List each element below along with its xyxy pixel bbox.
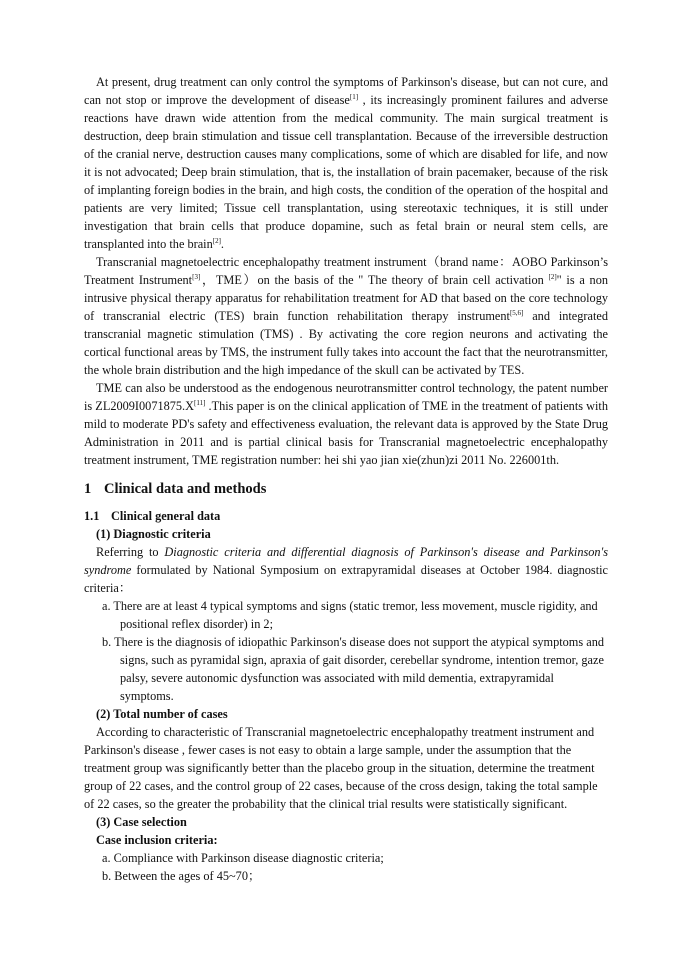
paragraph-text: Referring to bbox=[96, 545, 165, 559]
paragraph-text: Transcranial magnetoelectric encephalopathy treatment instrument（brand name：AOBO Parkinson’s Treatment Instrument bbox=[84, 255, 608, 287]
citation-ref[interactable]: [3] bbox=[192, 273, 201, 281]
list-item: a. There are at least 4 typical symptoms and signs (static tremor, less movement, muscle rigidity, and positional reflex disorder) in 2; bbox=[102, 599, 598, 631]
diagnostic-criteria-intro bbox=[84, 543, 608, 597]
total-cases-paragraph: According to characteristic of Transcranial magnetoelectric encephalopathy treatment instrument and Parkinson's disease , fewer cases is not easy to obtain a large sample, under the assumption that the treatment group was significantly better than the placebo group in the situation, determine the treatment group of 22 cases, and the control group of 22 cases, because of the cross design, taking the total sample of 22 cases, so the greater the probability that the clinical trial results were statistically significant. bbox=[84, 725, 598, 811]
citation-ref[interactable]: [1] bbox=[349, 93, 359, 101]
section-heading bbox=[84, 479, 608, 499]
list-item: a. Compliance with Parkinson disease diagnostic criteria; bbox=[102, 851, 384, 865]
list-item: b. Between the ages of 45~70； bbox=[102, 869, 261, 883]
paragraph-text: .This paper is on the clinical application of TME in the treatment of patients with mild to moderate PD's safety and effectiveness evaluation, the relevant data is approved by the State Drug Administration in 2011 and is partial clinical basis for Transcranial magnetoelectric encephalopathy treatment instrument, TME registration number: hei shi yao jian xie(zhun)zi 2011 No. 226001th. bbox=[84, 399, 608, 467]
case-selection-heading: (3) Case selection bbox=[96, 815, 187, 829]
total-cases-heading: (2) Total number of cases bbox=[96, 707, 228, 721]
paragraph-text: . bbox=[220, 237, 224, 251]
intro-paragraph-2 bbox=[84, 253, 608, 379]
citation-ref[interactable]: [5,6] bbox=[509, 309, 524, 317]
diagnostic-criteria-heading: (1) Diagnostic criteria bbox=[96, 527, 211, 541]
citation-ref[interactable]: [2] bbox=[212, 237, 221, 245]
subsection-title: Clinical general data bbox=[111, 509, 221, 523]
intro-paragraph-1 bbox=[84, 73, 608, 253]
citation-ref[interactable]: [11] bbox=[194, 399, 206, 407]
paragraph-text: ，TME）on the basis of the " The theory of brain cell activation bbox=[200, 273, 549, 287]
citation-ref[interactable]: [2] bbox=[548, 273, 557, 281]
paragraph-text: At present, drug treatment can only control the symptoms of Parkinson's disease, but can not cure, and can not stop or improve the development of disease bbox=[84, 75, 608, 107]
paragraph-text: " is a non intrusive physical therapy apparatus for rehabilitation treatment for AD that based on the core technology of transcranial electric (TES) brain function rehabilitation therapy instrument bbox=[84, 273, 608, 323]
reference-title: Diagnostic criteria and differential diagnosis of Parkinson's disease and Parkinson's syndrome bbox=[84, 545, 608, 577]
subsection-number: 1.1 bbox=[84, 509, 100, 523]
paragraph-text: and integrated transcranial magnetic stimulation (TMS) . By activating the core region neurons and activating the cortical functional areas by TMS, the instrument fully takes into account the fact that the neurotransmitter, the whole brain distribution and the high impedance of the skull can be activated by TES. bbox=[84, 309, 608, 377]
paragraph-text: TME can also be understood as the endogenous neurotransmitter control technology, the patent number is ZL2009I0071875.X bbox=[84, 381, 608, 413]
paragraph-text: formulated by National Symposium on extrapyramidal diseases at October 1984. diagnostic criteria： bbox=[84, 563, 608, 595]
subsection-heading bbox=[84, 507, 608, 525]
paragraph-text: , its increasingly prominent failures and adverse reactions have drawn wide attention from the medical community. The main surgical treatment is destruction, deep brain stimulation and tissue cell transplantation. Because of the irreversible destruction of the cranial nerve, destruction causes many complications, some of which are disabled for life, and now it is not advocated; Deep brain stimulation, that is, the installation of brain pacemaker, because of the risk of implanting foreign bodies in the brain, and high costs, the condition of the operation of the hospital and patients are very limited; Tissue cell transplantation, using stereotaxic techniques, it is still under investigation that brain cells that produce dopamine, such as fetal brain or neural stem cells, are transplanted into the brain bbox=[84, 93, 608, 251]
section-title: Clinical data and methods bbox=[104, 481, 267, 497]
inclusion-criteria-heading: Case inclusion criteria: bbox=[96, 833, 218, 847]
intro-paragraph-3 bbox=[84, 379, 608, 469]
section-number: 1 bbox=[84, 481, 92, 497]
list-item: b. There is the diagnosis of idiopathic Parkinson's disease does not support the atypical symptoms and signs, such as pyramidal sign, apraxia of gait disorder, cerebellar syndrome, intention tremor, gaze palsy, severe autonomic dysfunction was associated with mild dementia, extrapyramidal symptoms. bbox=[102, 635, 604, 703]
